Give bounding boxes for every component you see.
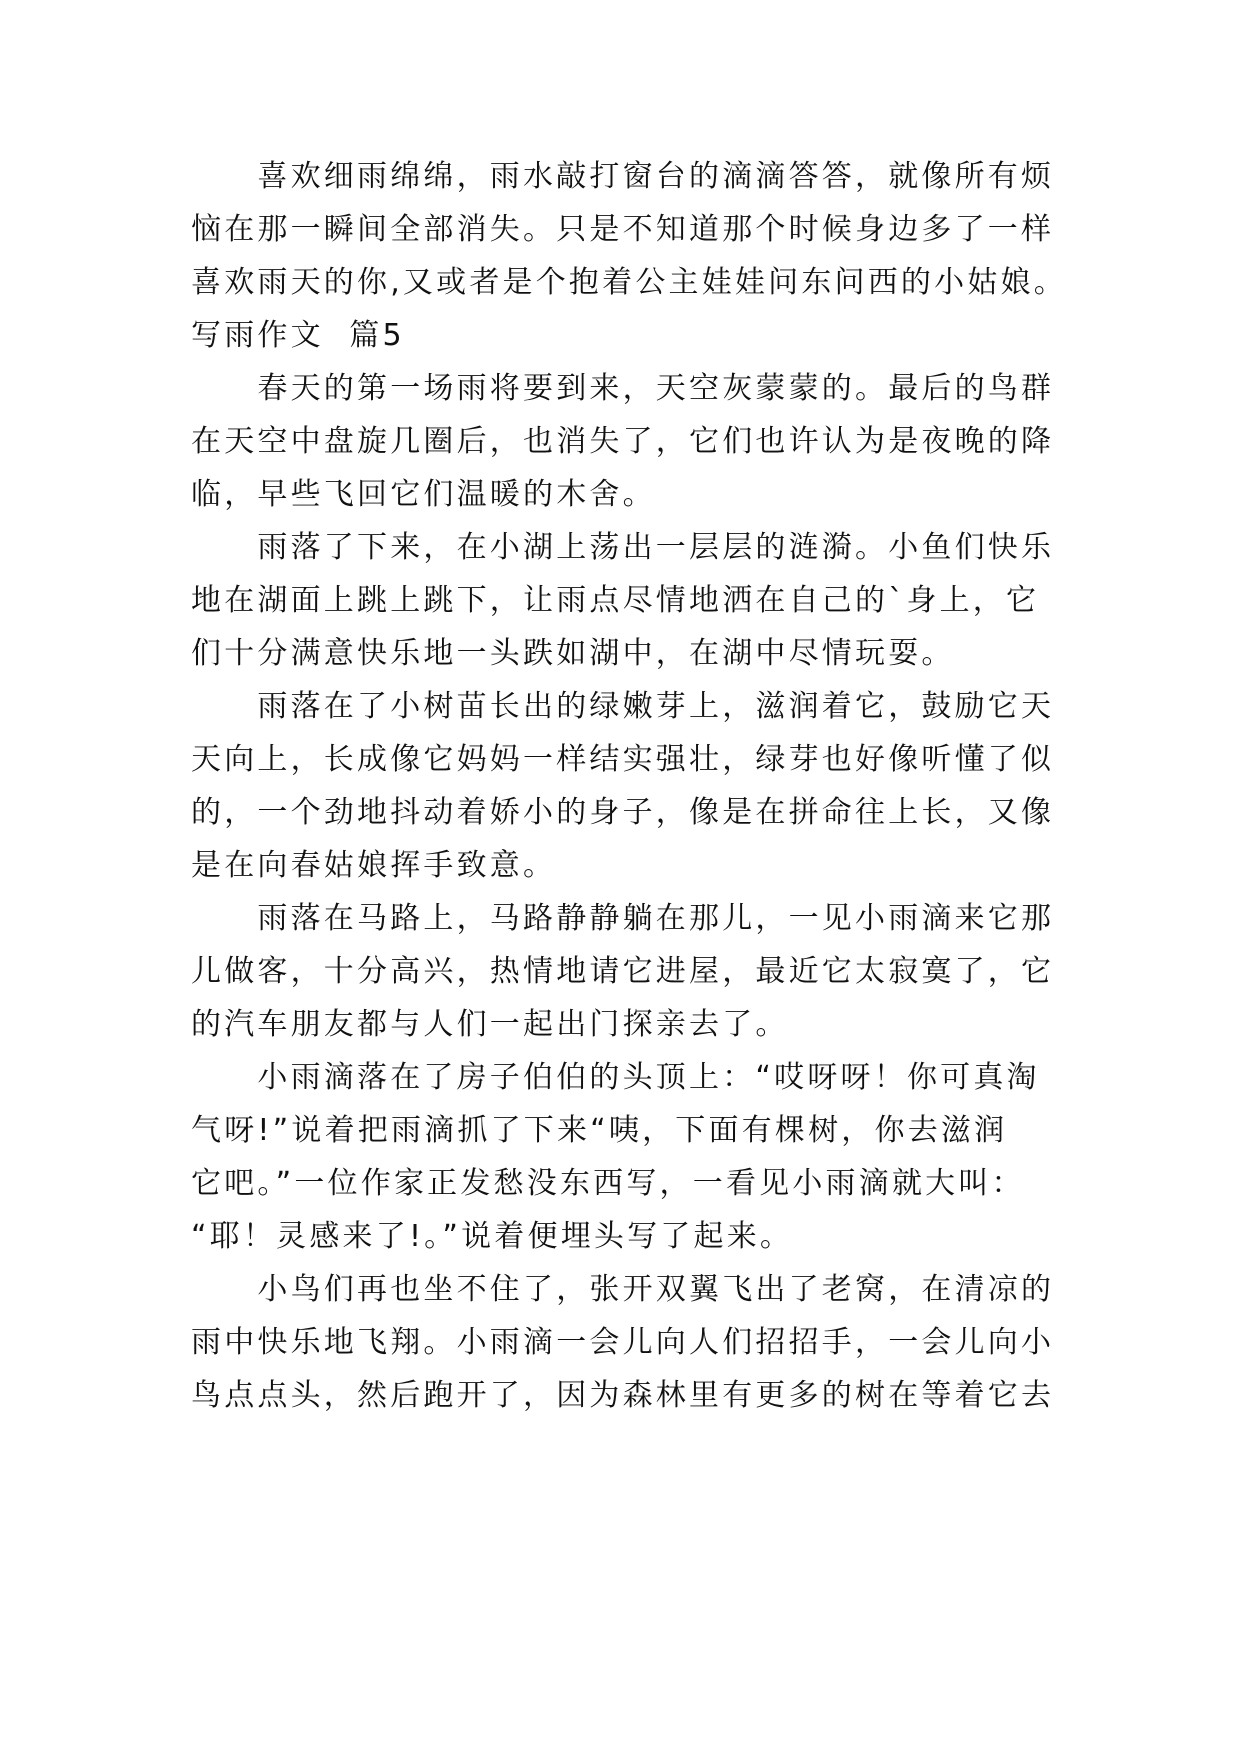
text-line: 在天空中盘旋几圈后，也消失了，它们也许认为是夜晚的降 <box>191 424 1055 459</box>
text-line: 天向上，长成像它妈妈一样结实强壮，绿芽也好像听懂了似 <box>191 742 1055 777</box>
text-line: 春天的第一场雨将要到来，天空灰蒙蒙的。最后的鸟群 <box>191 371 1055 406</box>
text-line: 是在向春姑娘挥手致意。 <box>191 848 557 883</box>
text-line: 恼在那一瞬间全部消失。只是不知道那个时候身边多了一样 <box>191 212 1055 247</box>
text-line: 的汽车朋友都与人们一起出门探亲去了。 <box>191 1007 789 1042</box>
text-line: 喜欢细雨绵绵，雨水敲打窗台的滴滴答答，就像所有烦 <box>191 159 1055 194</box>
text-line: 雨落在了小树苗长出的绿嫩芽上，滋润着它，鼓励它天 <box>191 689 1055 724</box>
text-line: 临，早些飞回它们温暖的木舍。 <box>191 477 656 512</box>
text-line: 气呀!”说着把雨滴抓了下来“咦，下面有棵树，你去滋润 <box>191 1113 1008 1148</box>
section-heading: 写雨作文 篇5 <box>191 318 405 353</box>
text-line: 地在湖面上跳上跳下，让雨点尽情地洒在自己的`身上，它 <box>191 583 1040 618</box>
text-line: 们十分满意快乐地一头跌如湖中，在湖中尽情玩耍。 <box>191 636 955 671</box>
text-line: 它吧。”一位作家正发愁没东西写，一看见小雨滴就大叫： <box>191 1166 1025 1201</box>
text-line: “耶！灵感来了!。”说着便埋头写了起来。 <box>191 1219 794 1254</box>
text-line: 小鸟们再也坐不住了，张开双翼飞出了老窝，在清凉的 <box>191 1272 1055 1307</box>
text-line: 小雨滴落在了房子伯伯的头顶上：“哎呀呀！你可真淘 <box>191 1060 1040 1095</box>
text-line: 的，一个劲地抖动着娇小的身子，像是在拼命往上长，又像 <box>191 795 1055 830</box>
text-line: 鸟点点头，然后跑开了，因为森林里有更多的树在等着它去 <box>191 1378 1055 1413</box>
text-line: 雨落了下来，在小湖上荡出一层层的涟漪。小鱼们快乐 <box>191 530 1055 565</box>
text-line: 喜欢雨天的你,又或者是个抱着公主娃娃问东问西的小姑娘。 <box>191 265 1067 300</box>
text-line: 雨中快乐地飞翔。小雨滴一会儿向人们招招手，一会儿向小 <box>191 1325 1055 1360</box>
text-line: 雨落在马路上，马路静静躺在那儿，一见小雨滴来它那 <box>191 901 1055 936</box>
text-line: 儿做客，十分高兴，热情地请它进屋，最近它太寂寞了，它 <box>191 954 1055 989</box>
